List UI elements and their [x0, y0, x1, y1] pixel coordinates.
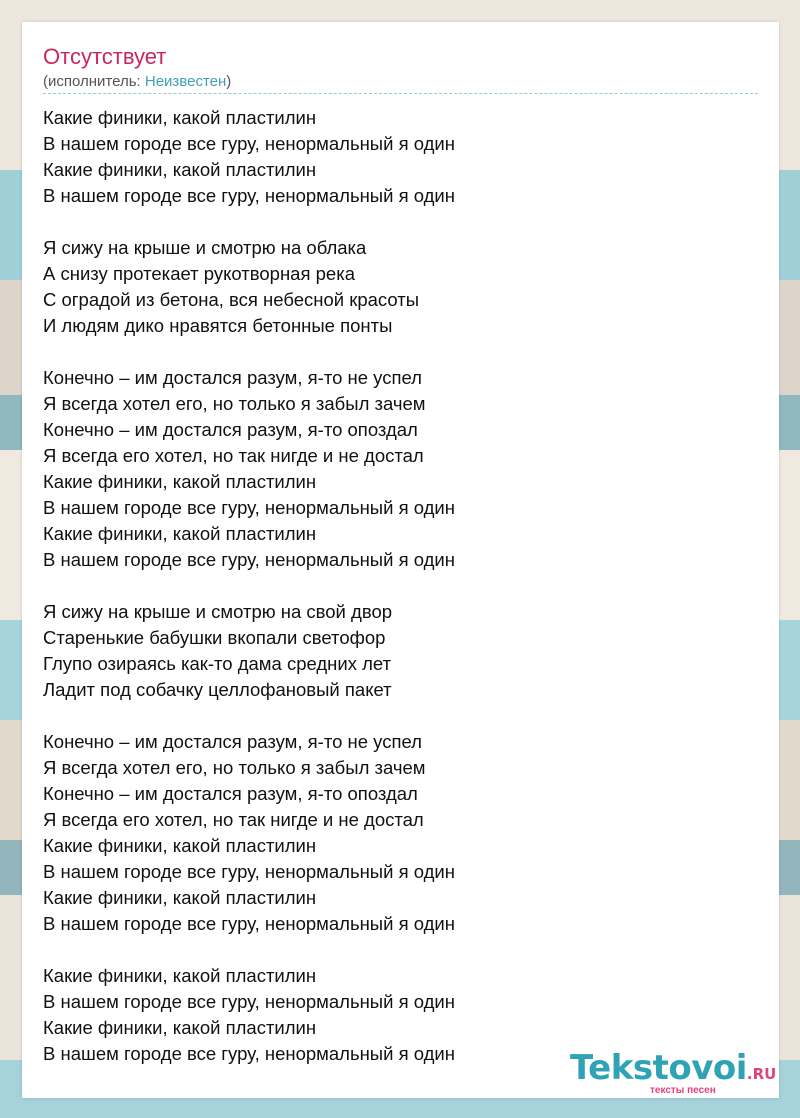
lyric-line: Какие финики, какой пластилин: [43, 107, 317, 128]
lyric-line: В нашем городе все гуру, ненормальный я один: [43, 991, 455, 1012]
logo-tld: .RU: [746, 1065, 777, 1083]
lyrics-sheet: [22, 22, 779, 1098]
stanza-gap: [43, 339, 743, 365]
lyric-line: Конечно – им достался разум, я-то опоздал: [43, 783, 418, 804]
lyric-line: Глупо озираясь как-то дама средних лет: [43, 653, 392, 674]
logo-name: Tekstovoi: [570, 1048, 747, 1088]
lyric-line: В нашем городе все гуру, ненормальный я один: [43, 861, 455, 882]
lyric-line: В нашем городе все гуру, ненормальный я один: [43, 497, 455, 518]
lyric-line: С оградой из бетона, вся небесной красоты: [43, 289, 420, 310]
lyric-line: Какие финики, какой пластилин: [43, 1017, 317, 1038]
lyric-line: Я всегда хотел его, но только я забыл зачем: [43, 757, 426, 778]
lyric-line: Я всегда хотел его, но только я забыл зачем: [43, 393, 426, 414]
lyric-line: В нашем городе все гуру, ненормальный я один: [43, 549, 455, 570]
lyric-line: Какие финики, какой пластилин: [43, 471, 317, 492]
lyrics-body: [43, 105, 743, 1067]
stanza-gap: [43, 209, 743, 235]
lyric-line: В нашем городе все гуру, ненормальный я один: [43, 913, 455, 934]
lyric-line: И людям дико нравятся бетонные понты: [43, 315, 393, 336]
lyric-line: Какие финики, какой пластилин: [43, 965, 317, 986]
stanza-gap: [43, 573, 743, 599]
lyric-line: Конечно – им достался разум, я-то опоздал: [43, 419, 418, 440]
lyric-line: Ладит под собачку целлофановый пакет: [43, 679, 392, 700]
lyric-line: В нашем городе все гуру, ненормальный я один: [43, 1043, 455, 1064]
lyric-line: Я сижу на крыше и смотрю на облака: [43, 237, 367, 258]
lyric-line: В нашем городе все гуру, ненормальный я один: [43, 185, 455, 206]
lyric-line: Какие финики, какой пластилин: [43, 159, 317, 180]
lyric-line: Какие финики, какой пластилин: [43, 835, 317, 856]
lyric-line: Старенькие бабушки вкопали светофор: [43, 627, 386, 648]
song-title: Отсутствует: [43, 44, 167, 69]
lyric-line: Какие финики, какой пластилин: [43, 523, 317, 544]
stanza-gap: [43, 937, 743, 963]
performer-line: [43, 72, 231, 92]
stanza-gap: [43, 703, 743, 729]
header-divider: [43, 93, 758, 94]
lyric-line: Я сижу на крыше и смотрю на свой двор: [43, 601, 393, 622]
lyric-line: Какие финики, какой пластилин: [43, 887, 317, 908]
performer-suffix: ): [226, 73, 232, 90]
lyric-line: А снизу протекает рукотворная река: [43, 263, 355, 284]
logo-tagline: тексты песен: [650, 1085, 716, 1096]
lyric-line: Конечно – им достался разум, я-то не успел: [43, 367, 422, 388]
performer-prefix: (исполнитель:: [43, 73, 145, 90]
lyric-line: Я всегда его хотел, но так нигде и не достал: [43, 445, 424, 466]
lyric-line: Конечно – им достался разум, я-то не успел: [43, 731, 422, 752]
performer-link[interactable]: Неизвестен: [144, 73, 227, 90]
lyric-line: В нашем городе все гуру, ненормальный я один: [43, 133, 455, 154]
lyric-line: Я всегда его хотел, но так нигде и не достал: [43, 809, 424, 830]
